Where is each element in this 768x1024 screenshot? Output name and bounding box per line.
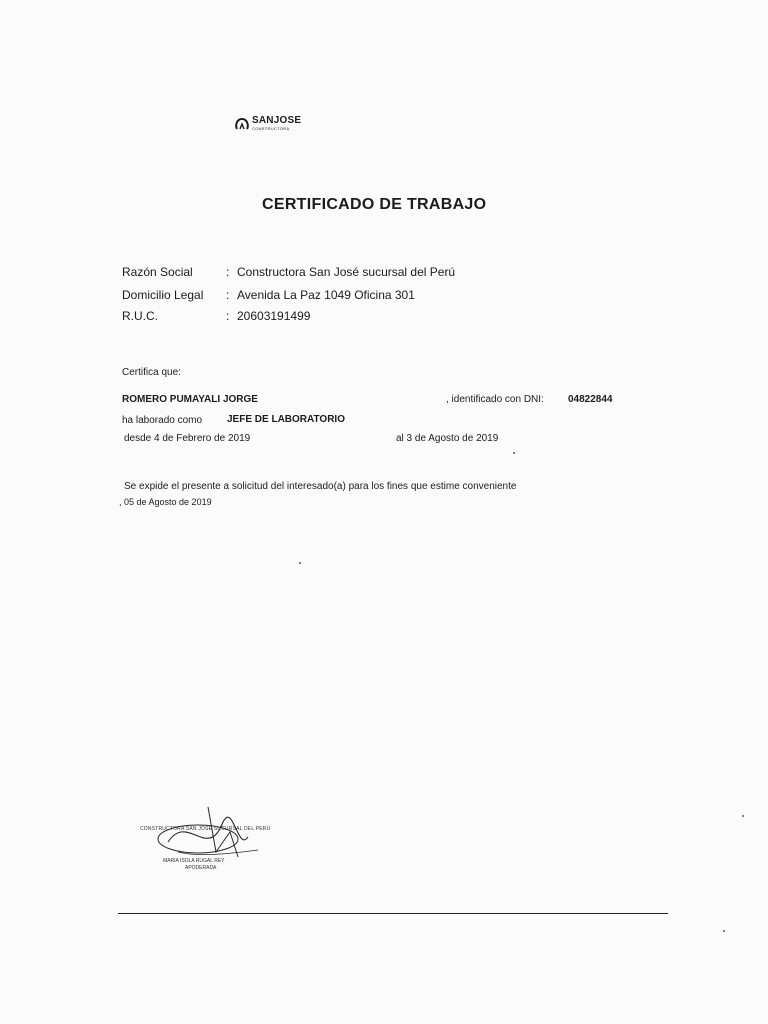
company-logo bbox=[234, 116, 301, 131]
signature-company: CONSTRUCTORA SAN JOSE SUCURSAL DEL PERU bbox=[140, 826, 271, 832]
document-title: CERTIFICADO DE TRABAJO bbox=[262, 196, 487, 213]
logo-mark-icon bbox=[234, 117, 250, 131]
certifica-intro: Certifica que: bbox=[122, 367, 181, 378]
logo-subtitle: CONSTRUCTORA bbox=[252, 126, 290, 131]
ruc-value: 20603191499 bbox=[237, 309, 311, 323]
footer-rule bbox=[118, 913, 668, 914]
issue-date: , 05 de Agosto de 2019 bbox=[119, 497, 212, 507]
scan-speck bbox=[513, 452, 515, 454]
expide-text: Se expide el presente a solicitud del interesado(a) para los fines que estime conveniente bbox=[124, 481, 517, 492]
scan-speck bbox=[299, 562, 301, 564]
colon-separator: : bbox=[226, 288, 230, 302]
colon-separator: : bbox=[226, 309, 230, 323]
employee-name: ROMERO PUMAYALI JORGE bbox=[122, 394, 258, 405]
laborado-text: ha laborado como bbox=[122, 415, 203, 426]
dni-value: 04822844 bbox=[568, 394, 613, 405]
start-date: desde 4 de Febrero de 2019 bbox=[124, 433, 251, 444]
end-date: al 3 de Agosto de 2019 bbox=[396, 433, 499, 444]
domicilio-value: Avenida La Paz 1049 Oficina 301 bbox=[237, 288, 415, 302]
domicilio-label: Domicilio Legal bbox=[122, 288, 204, 302]
dni-text: , identificado con DNI: bbox=[446, 394, 544, 405]
signature-role: APODERADA bbox=[185, 865, 217, 871]
logo-name: SANJOSE bbox=[252, 115, 302, 126]
colon-separator: : bbox=[226, 265, 230, 279]
razon-social-value: Constructora San José sucursal del Perú bbox=[237, 265, 456, 279]
scan-speck bbox=[742, 815, 744, 817]
scan-speck bbox=[723, 930, 725, 932]
razon-social-label: Razón Social bbox=[122, 265, 193, 279]
ruc-label: R.U.C. bbox=[122, 309, 158, 323]
job-title: JEFE DE LABORATORIO bbox=[227, 414, 345, 425]
signature-person: MARIA ISOLA RUGAL REY bbox=[163, 858, 225, 864]
